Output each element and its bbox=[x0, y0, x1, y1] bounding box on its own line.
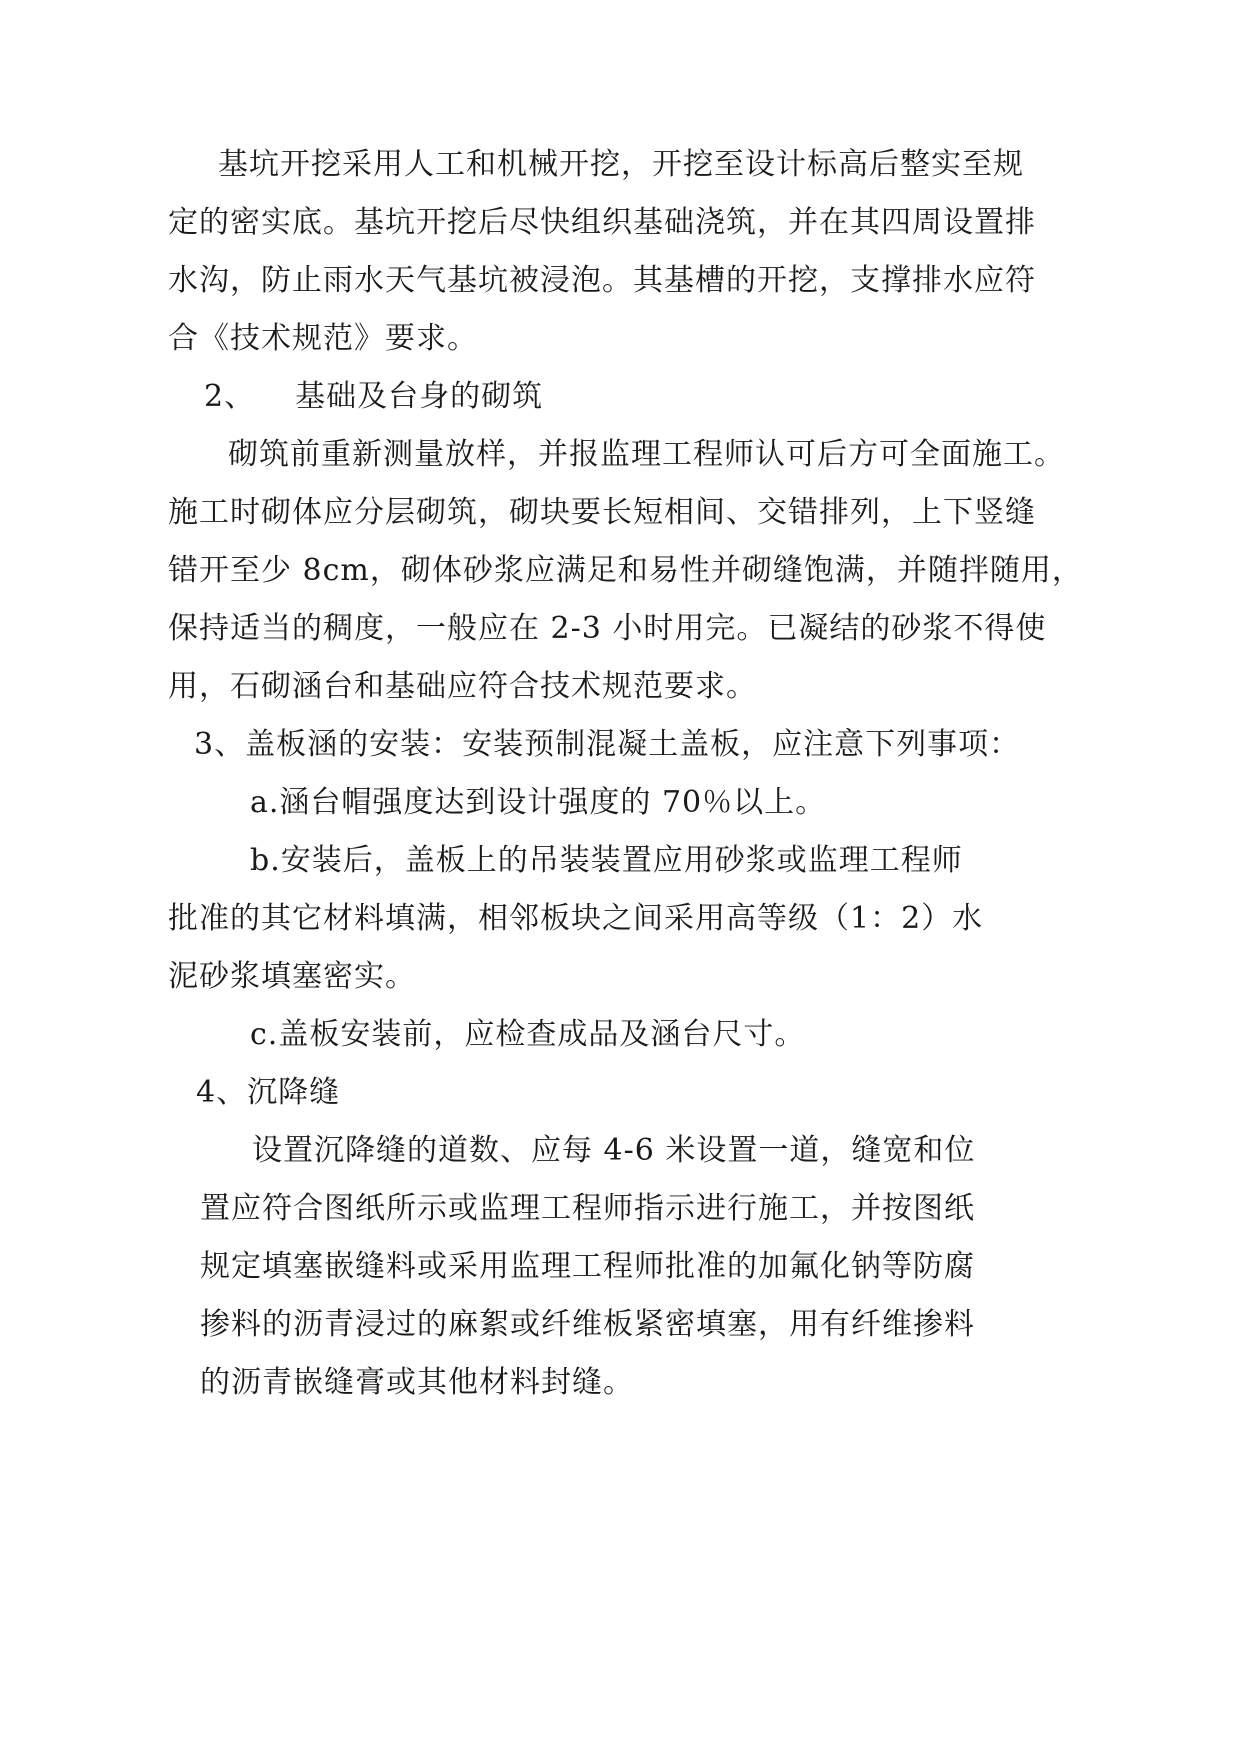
paragraph-line: 规定填塞嵌缝料或采用监理工程师批准的加氟化钠等防腐 bbox=[200, 1249, 975, 1284]
paragraph-line: 砌筑前重新测量放样，并报监理工程师认可后方可全面施工。 bbox=[228, 437, 1065, 472]
list-item: b.安装后，盖板上的吊装装置应用砂浆或监理工程师 bbox=[250, 843, 963, 878]
paragraph-line: 施工时砌体应分层砌筑，砌块要长短相间、交错排列，上下竖缝 bbox=[168, 495, 1036, 530]
section-heading: 3、盖板涵的安装：安装预制混凝土盖板，应注意下列事项： bbox=[194, 727, 1021, 762]
list-item: a.涵台帽强度达到设计强度的 70％以上。 bbox=[250, 785, 827, 820]
paragraph-line: 批准的其它材料填满，相邻板块之间采用高等级（1：2）水 bbox=[168, 901, 984, 936]
paragraph-line: 基坑开挖采用人工和机械开挖，开挖至设计标高后整实至规 bbox=[218, 147, 1024, 182]
paragraph-line: 错开至少 8cm，砌体砂浆应满足和易性并砌缝饱满，并随拌随用， bbox=[168, 553, 1083, 588]
paragraph-line: 合《技术规范》要求。 bbox=[168, 321, 478, 356]
paragraph-line: 掺料的沥青浸过的麻絮或纤维板紧密填塞，用有纤维掺料 bbox=[200, 1307, 975, 1342]
paragraph-line: 泥砂浆填塞密实。 bbox=[168, 959, 416, 994]
section-heading bbox=[204, 377, 543, 417]
section-title: 基础及台身的砌筑 bbox=[295, 379, 544, 414]
paragraph-line: 水沟，防止雨水天气基坑被浸泡。其基槽的开挖，支撑排水应符 bbox=[168, 263, 1036, 298]
paragraph-line: 设置沉降缝的道数、应每 4-6 米设置一道，缝宽和位 bbox=[252, 1133, 976, 1168]
paragraph-line: 保持适当的稠度，一般应在 2-3 小时用完。已凝结的砂浆不得使 bbox=[168, 611, 1047, 646]
paragraph-line: 定的密实底。基坑开挖后尽快组织基础浇筑，并在其四周设置排 bbox=[168, 205, 1036, 240]
section-number: 2、 bbox=[204, 379, 256, 414]
paragraph-line: 置应符合图纸所示或监理工程师指示进行施工，并按图纸 bbox=[200, 1191, 975, 1226]
section-heading: 4、沉降缝 bbox=[196, 1075, 341, 1110]
paragraph-line: 用，石砌涵台和基础应符合技术规范要求。 bbox=[168, 669, 757, 704]
paragraph-line: 的沥青嵌缝膏或其他材料封缝。 bbox=[200, 1365, 634, 1400]
list-item: c.盖板安装前，应检查成品及涵台尺寸。 bbox=[250, 1017, 806, 1052]
